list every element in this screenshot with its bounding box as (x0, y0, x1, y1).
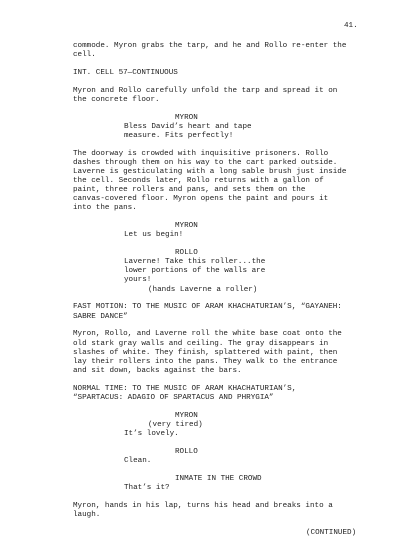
action-line: into the pans. (73, 204, 137, 213)
character-name: MYRON (175, 222, 198, 231)
character-name: MYRON (175, 411, 198, 420)
dialogue-line: It’s lovely. (124, 429, 179, 438)
dialogue-line: Clean. (124, 456, 152, 465)
continued-marker: (CONTINUED) (306, 528, 357, 537)
action-line: Myron, Rollo, and Laverne roll the white base coat onto the (73, 330, 342, 339)
scene-heading: INT. CELL 57—CONTINUOUS (73, 69, 178, 77)
action-line: cell. (73, 51, 96, 59)
action-line: the cell. Seconds later, Rollo returns with a gallon of (73, 177, 324, 186)
transition-line: SABRE DANCE” (73, 312, 128, 321)
dialogue-line: yours! (124, 276, 152, 285)
dialogue-line: measure. Fits perfectly! (124, 132, 234, 141)
transition-line: FAST MOTION: TO THE MUSIC OF ARAM KHACHATURIAN’S, “GAYANEH: (73, 303, 342, 312)
action-line: paint, three rollers and pans, and sets them on the (73, 186, 306, 195)
dialogue-line: Let us begin! (124, 231, 184, 240)
parenthetical: (hands Laverne a roller) (148, 285, 258, 294)
character-name: ROLLO (175, 447, 198, 456)
action-line: The doorway is crowded with inquisitive prisoners. Rollo (73, 150, 329, 158)
dialogue-line: That’s it? (124, 483, 170, 492)
action-line: canvas-covered floor. Myron opens the paint and pours it (73, 195, 329, 204)
action-line: slashes of white. They finish, splattered with paint, then (73, 348, 338, 357)
dialogue-line: Bless David’s heart and tape (124, 123, 252, 131)
action-line: old stark gray walls and ceiling. The gray disappears in (73, 339, 329, 348)
dialogue-line: lower portions of the walls are (124, 267, 266, 276)
character-name: INMATE IN THE CROWD (175, 474, 262, 483)
action-line: Myron and Rollo carefully unfold the tarp and spread it on (73, 87, 338, 95)
page-number: 41. (344, 22, 358, 30)
dialogue-line: Laverne! Take this roller...the (124, 258, 266, 267)
action-line: dashes through them on his way to the cart parked outside. (73, 159, 338, 168)
transition-line: “SPARTACUS: ADAGIO OF SPARTACUS AND PHRYGIA” (73, 393, 274, 402)
action-line: lay their rollers into the pans. They walk to the entrance (73, 357, 338, 366)
character-name: MYRON (175, 114, 198, 122)
parenthetical: (very tired) (148, 420, 203, 429)
character-name: ROLLO (175, 249, 198, 258)
action-line: laugh. (73, 510, 101, 519)
action-line: the concrete floor. (73, 96, 160, 104)
action-line: Myron, hands in his lap, turns his head and breaks into a (73, 501, 333, 510)
action-line: and sit down, backs against the bars. (73, 366, 242, 375)
action-line: commode. Myron grabs the tarp, and he and Rollo re-enter the (73, 42, 347, 50)
action-line: Laverne is gesticulating with a long sable brush just inside (73, 168, 347, 177)
transition-line: NORMAL TIME: TO THE MUSIC OF ARAM KHACHATURIAN’S, (73, 384, 297, 393)
